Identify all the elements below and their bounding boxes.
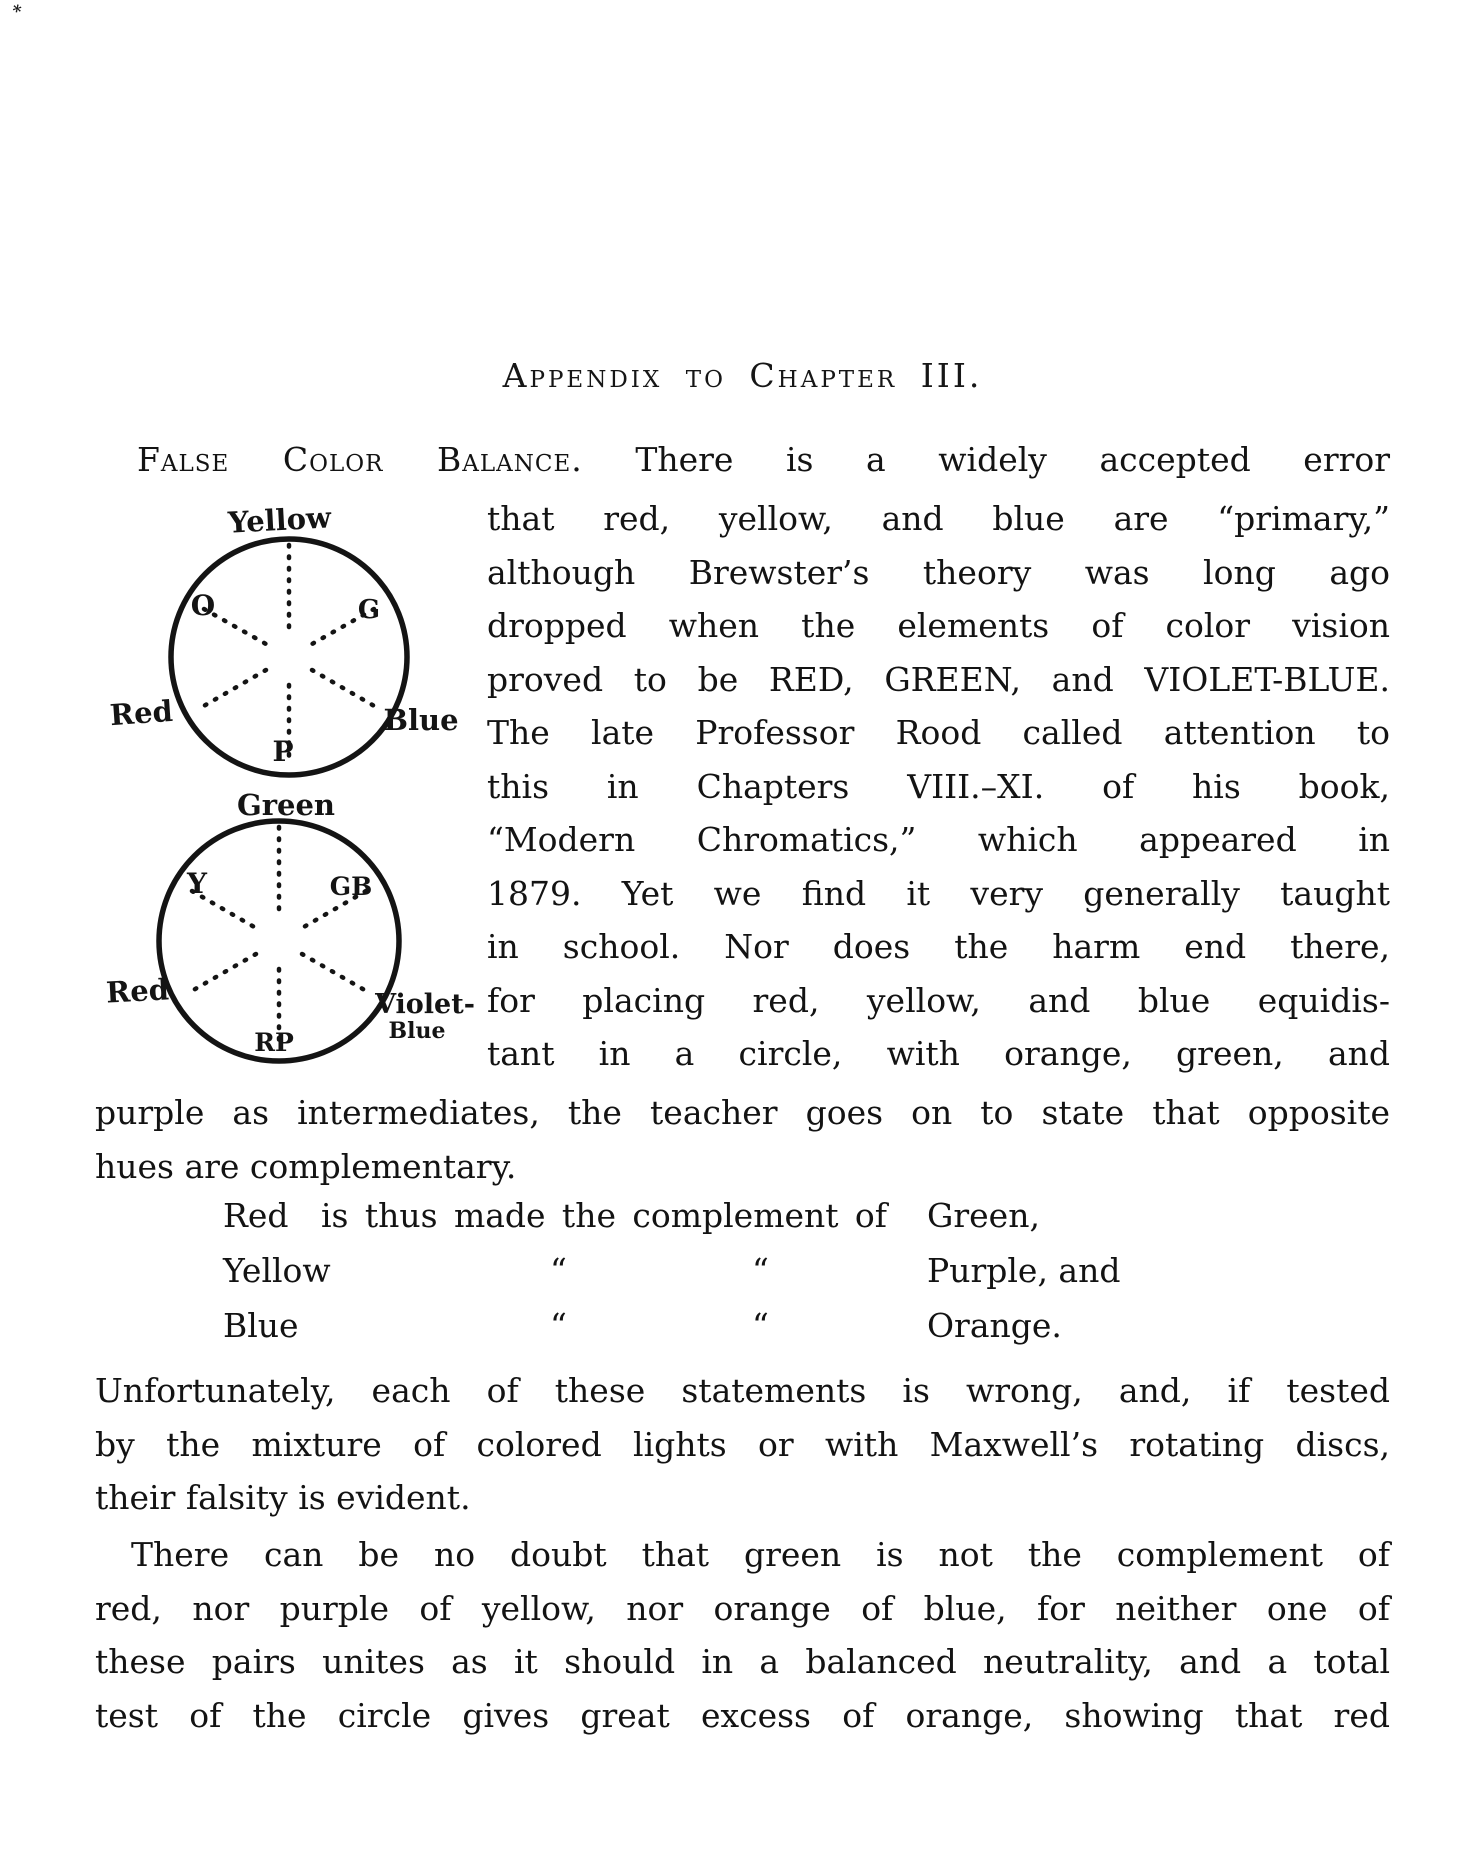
text-line: red, nor purple of yellow, nor orange of blue, for neither one of [95,1588,1390,1628]
text-line: tant in a circle, with orange, green, and [487,1034,1390,1073]
wheel2-label-yellow-point: Y [187,867,207,900]
wheel1-label-green-point: G [357,595,381,625]
table-row [95,1196,1390,1251]
paragraph-3 [95,1528,1390,1742]
text-line: in school. Nor does the harm end there, [487,927,1390,966]
wheel1-label-blue: Blue [383,703,459,737]
wheel2-label-red: Red [105,972,170,1010]
complement-cell: Green, [927,1196,1040,1235]
wheel1-dotted-diameters [202,545,376,763]
text-line: by the mixture of colored lights or with Maxwell’s rotating discs, [95,1424,1390,1464]
wheel1-label-yellow: Yellow [227,500,332,540]
text-line: although Brewster’s theory was long ago [487,552,1390,592]
wheel2-dotted-diameters [190,827,368,1049]
ditto-mark: “ [550,1251,567,1290]
wheel2-label-violet-blue-line1: Violet- [375,989,475,1020]
ditto-mark: “ [550,1306,567,1345]
text-line: this in Chapters VIII.–XI. of his book, [487,766,1390,806]
hue-cell: Blue [223,1306,299,1345]
table-row [95,1251,1390,1306]
paragraph-1-column-lines [487,492,1390,1081]
wheel2-label-redpurple-point: RP [254,1028,294,1057]
first-line-text: There is a widely accepted error [635,440,1391,479]
hue-cell: Yellow [223,1251,331,1290]
text-line: dropped when the elements of color vision [487,606,1390,645]
text-line: The late Professor Rood called attention to [487,713,1390,752]
paragraph-1-first-line [95,433,1390,487]
text-line: Unfortunately, each of these statements is wrong, and, if tested [95,1371,1390,1410]
wheel1-label-orange-point: O [190,589,216,622]
complement-table [95,1196,1390,1361]
wheel1-label-red: Red [108,693,174,733]
print-artifact-mark: * [10,1,23,23]
hue-cell: Red [223,1196,289,1235]
paragraph-1-full-width-lines [95,1086,1390,1193]
paragraph-2 [95,1364,1390,1525]
page-title: Appendix to Chapter III. [502,356,983,395]
complement-cell: Purple, and [927,1251,1121,1290]
complement-cell: Orange. [927,1306,1062,1345]
wheel2-label-violet-blue-line2: Blue [388,1018,446,1044]
text-line: their falsity is evident. [95,1478,471,1517]
color-wheel-ryb [109,500,459,775]
text-line: for placing red, yellow, and blue equidis- [487,980,1390,1020]
color-wheel-figure [80,497,500,1077]
text-line: purple as intermediates, the teacher goes on to state that opposite [95,1093,1390,1132]
color-wheel-rgv [105,788,475,1061]
text-line: hues are complementary. [95,1146,517,1186]
text-line: these pairs unites as it should in a balanced neutrality, and a total [95,1642,1390,1681]
text-line: “Modern Chromatics,” which appeared in [487,820,1390,859]
text-line: 1879. Yet we find it very generally taught [487,873,1390,913]
text-line: test of the circle gives great excess of orange, showing that red [95,1695,1390,1735]
text-line: proved to be RED, GREEN, and VIOLET-BLUE. [487,659,1390,699]
table-row [95,1306,1390,1361]
text-line: that red, yellow, and blue are “primary,” [487,499,1390,538]
ditto-mark: “ [752,1306,769,1345]
text-line: There can be no doubt that green is not the complement of [131,1535,1390,1574]
wheel1-label-purple-point: P [272,735,294,768]
ditto-mark: “ [752,1251,769,1290]
lead-in-small-caps: False Color Balance. [137,440,583,479]
statement-cell: is thus made the complement of [321,1196,887,1235]
wheel2-label-green: Green [236,788,336,822]
wheel2-label-greenblue-point: GB [329,872,373,901]
